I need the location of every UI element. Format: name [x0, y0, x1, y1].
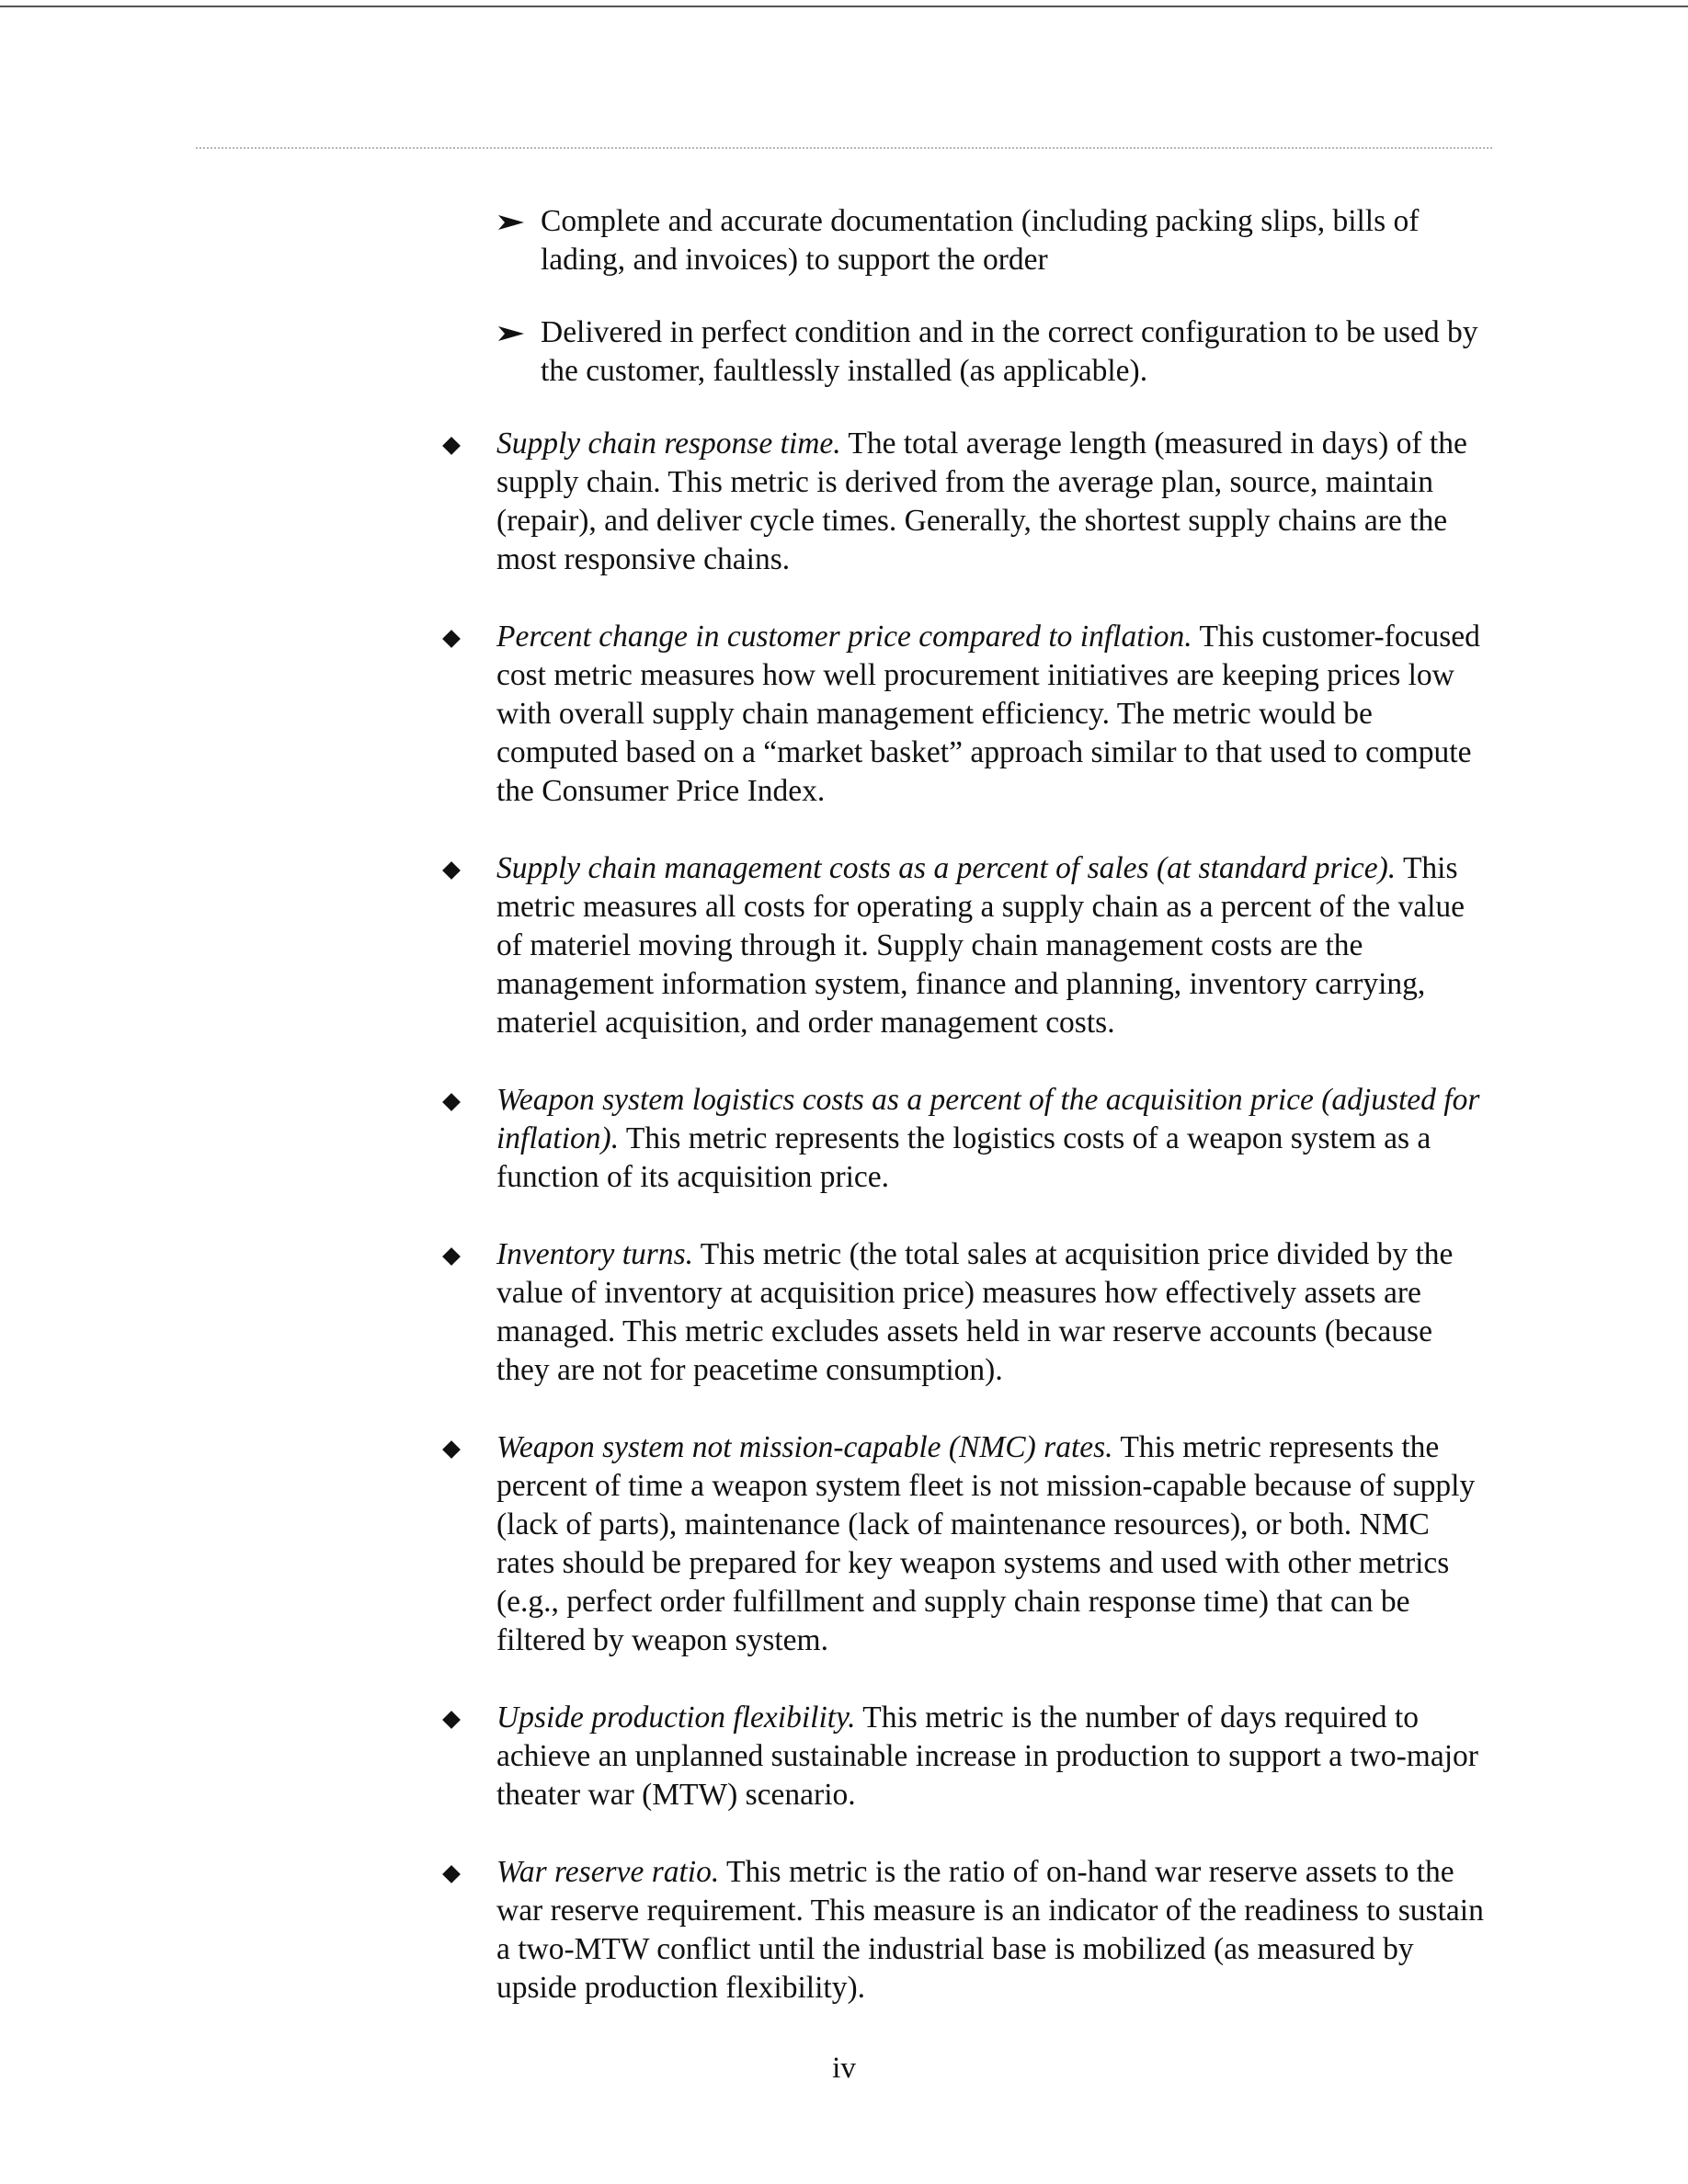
metric-description: This metric measures all costs for operating a supply chain as a percent of the value of materiel moving through it. Supply chain management costs are the management information system, finance and planning, inventory carrying, materiel acquisition, and order management costs.	[496, 851, 1465, 1040]
sub-bullet-text: Complete and accurate documentation (including packing slips, bills of lading, and invoices) to support the order	[541, 204, 1420, 277]
metric-description: This metric is the number of days required to achieve an unplanned sustainable increase in production to support a two-major theater war (MTW) scenario.	[496, 1701, 1478, 1812]
metric-term: Upside production flexibility.	[496, 1701, 856, 1735]
diamond-bullet-icon	[442, 1711, 461, 1729]
metric-term: Percent change in customer price compared to inflation.	[496, 620, 1192, 654]
metric-item	[432, 1235, 1489, 1390]
diamond-bullet-icon	[442, 437, 461, 455]
metric-term: Weapon system not mission-capable (NMC) rates.	[496, 1430, 1113, 1464]
diamond-bullet-icon	[442, 1093, 461, 1111]
metric-item	[432, 1699, 1489, 1814]
metric-item	[432, 618, 1489, 811]
metric-term: Supply chain response time.	[496, 427, 841, 461]
metric-term: Supply chain management costs as a percent of sales (at standard price).	[496, 851, 1397, 885]
header-dotted-rule	[196, 147, 1492, 149]
sub-bullet-item	[432, 313, 1489, 391]
sub-bullet-item	[432, 202, 1489, 279]
diamond-bullet-icon	[442, 1247, 461, 1266]
metric-item	[432, 1081, 1489, 1197]
metric-term: Inventory turns.	[496, 1237, 693, 1271]
page-number: iv	[832, 2052, 856, 2085]
metric-item	[432, 1853, 1489, 2008]
arrowhead-bullet-icon	[498, 326, 524, 341]
diamond-bullet-icon	[442, 861, 461, 880]
sub-bullet-list	[432, 202, 1489, 391]
metric-description: The total average length (measured in days) of the supply chain. This metric is derived from the average plan, source, maintain (repair), and deliver cycle times. Generally, the shortest supply chains are the most responsive chains.	[496, 427, 1467, 576]
arrowhead-bullet-icon	[498, 215, 524, 230]
top-border-rule	[0, 6, 1688, 7]
sub-bullet-text: Delivered in perfect condition and in the correct configuration to be used by the customer, faultlessly installed (as applicable).	[541, 315, 1478, 388]
metric-term: Weapon system logistics costs as a percent of the acquisition price (adjusted for inflation).	[496, 1083, 1480, 1155]
metric-description: This metric is the ratio of on-hand war reserve assets to the war reserve requirement. This measure is an indicator of the readiness to sustain a two-MTW conflict until the industrial base is mobilized (as measured by upside production flexibility).	[496, 1855, 1484, 2005]
metric-description: This metric represents the percent of time a weapon system fleet is not mission-capable because of supply (lack of parts), maintenance (lack of maintenance resources), or both. NMC rates should be prepared for key weapon systems and used with other metrics (e.g., perfect order fulfillment and supply chain response time) that can be filtered by weapon system.	[496, 1430, 1476, 1657]
metric-description: This customer-focused cost metric measures how well procurement initiatives are keeping prices low with overall supply chain management efficiency. The metric would be computed based on a “market basket” approach similar to that used to compute the Consumer Price Index.	[496, 620, 1480, 808]
diamond-bullet-icon	[442, 1440, 461, 1459]
metric-item	[432, 849, 1489, 1042]
metric-description: This metric (the total sales at acquisition price divided by the value of inventory at acquisition price) measures how effectively assets are managed. This metric excludes assets held in war reserve accounts (because they are not for peacetime consumption).	[496, 1237, 1454, 1387]
diamond-bullet-icon	[442, 1865, 461, 1883]
metric-item	[432, 425, 1489, 579]
diamond-bullet-icon	[442, 630, 461, 648]
metric-description: This metric represents the logistics costs of a weapon system as a function of its acquisition price.	[496, 1121, 1431, 1194]
metric-term: War reserve ratio.	[496, 1855, 720, 1889]
metric-item	[432, 1428, 1489, 1660]
page-body	[432, 202, 1489, 2046]
